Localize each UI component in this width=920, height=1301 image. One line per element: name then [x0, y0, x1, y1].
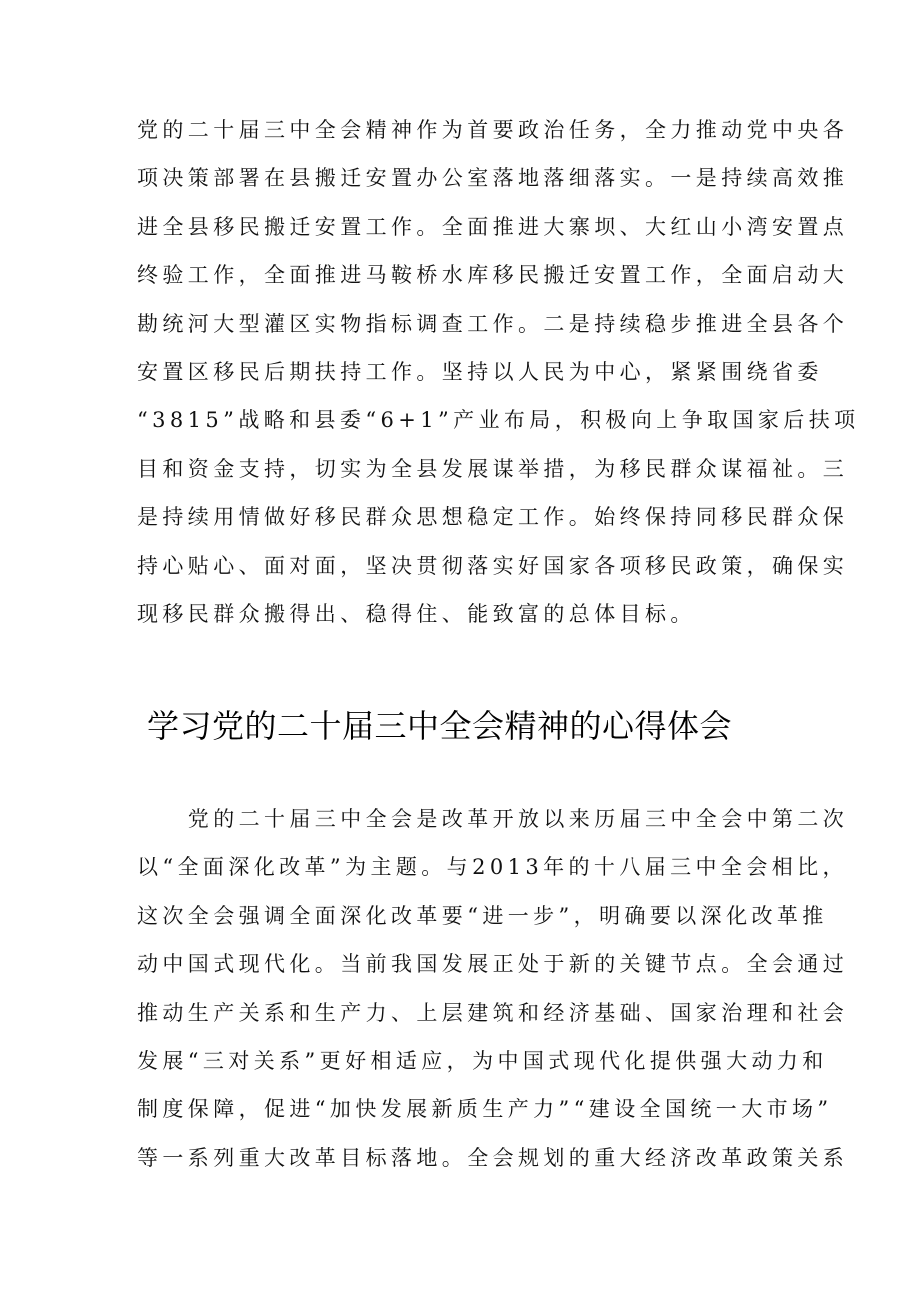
- text-line: 制度保障，促进“加快发展新质生产力”“建设全国统一大市场”: [137, 1097, 833, 1122]
- paragraph-continued: [137, 106, 860, 638]
- text-line: 这次全会强调全面深化改革要“进一步”，明确要以深化改革推: [137, 903, 828, 928]
- section-heading: 学习党的二十届三中全会精神的心得体会: [147, 707, 733, 745]
- text-line: 推动生产关系和生产力、上层建筑和经济基础、国家治理和社会: [137, 1000, 849, 1025]
- text-line: 党的二十届三中全会精神作为首要政治任务，全力推动党中央各: [137, 118, 849, 142]
- text-line: 以“全面深化改革”为主题。与2013年的十八届三中全会相比，: [137, 855, 848, 880]
- paragraph-body: [137, 795, 849, 1182]
- text-line: 等一系列重大改革目标落地。全会规划的重大经济改革政策关系: [137, 1145, 849, 1170]
- text-line: 现移民群众搬得出、稳得住、能致富的总体目标。: [137, 601, 696, 626]
- text-line: 是持续用情做好移民群众思想稳定工作。始终保持同移民群众保: [137, 505, 849, 530]
- text-line: 进全县移民搬迁安置工作。全面推进大寨坝、大红山小湾安置点: [137, 214, 849, 239]
- text-line: 发展“三对关系”更好相适应，为中国式现代化提供强大动力和: [137, 1048, 828, 1073]
- text-line: 项决策部署在县搬迁安置办公室落地落细落实。一是持续高效推: [137, 166, 849, 191]
- text-line: 勘统河大型灌区实物指标调查工作。二是持续稳步推进全县各个: [137, 311, 849, 336]
- text-line: 终验工作，全面推进马鞍桥水库移民搬迁安置工作，全面启动大: [137, 263, 849, 288]
- text-line: 目和资金支持，切实为全县发展谋举措，为移民群众谋福祉。三: [137, 456, 849, 481]
- text-line: 持心贴心、面对面，坚决贯彻落实好国家各项移民政策，确保实: [137, 553, 849, 578]
- text-line: 党的二十届三中全会是改革开放以来历届三中全会中第二次: [137, 807, 849, 831]
- text-line: “3815”战略和县委“6+1”产业布局，积极向上争取国家后扶项: [137, 408, 860, 433]
- text-line: 安置区移民后期扶持工作。坚持以人民为中心，紧紧围绕省委: [137, 359, 823, 384]
- text-line: 动中国式现代化。当前我国发展正处于新的关键节点。全会通过: [137, 952, 849, 977]
